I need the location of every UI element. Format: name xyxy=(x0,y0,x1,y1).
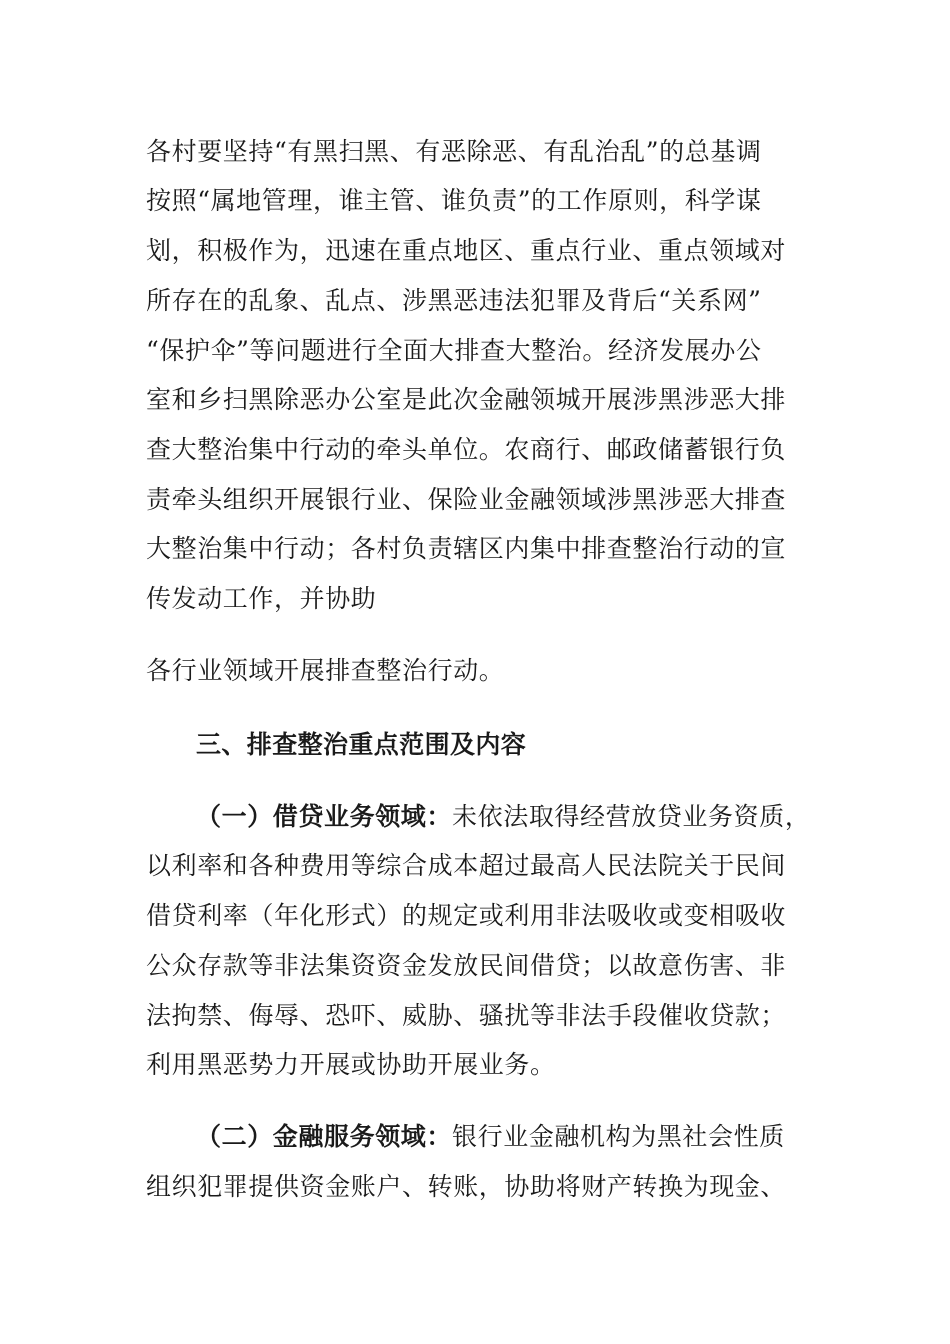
paragraph-1-line-4: 所存在的乱象、乱点、涉黑恶违法犯罪及背后“关系网” xyxy=(146,286,762,315)
item-2-first-line xyxy=(196,1122,785,1152)
item-1-label: （一）借贷业务领域： xyxy=(196,802,453,831)
paragraph-1-line-2: 按照“属地管理，谁主管、谁负责”的工作原则，科学谋 xyxy=(146,186,762,215)
paragraph-1-line-9: 大整治集中行动；各村负责辖区内集中排查整治行动的宣 xyxy=(146,534,787,563)
paragraph-1-line-3: 划，积极作为，迅速在重点地区、重点行业、重点领域对 xyxy=(146,236,787,265)
paragraph-1-line-5: “保护伞”等问题进行全面大排查大整治。经济发展办公 xyxy=(146,336,762,365)
item-1-line-6: 利用黑恶势力开展或协助开展业务。 xyxy=(146,1050,556,1079)
item-1-line-2: 以利率和各种费用等综合成本超过最高人民法院关于民间 xyxy=(146,851,787,880)
item-2-line-2: 组织犯罪提供资金账户、转账，协助将财产转换为现金、 xyxy=(146,1172,787,1201)
item-1-first-line-text: 未依法取得经营放贷业务资质， xyxy=(452,802,811,831)
item-1-first-line xyxy=(196,802,810,832)
paragraph-1-line-8: 责牵头组织开展银行业、保险业金融领域涉黑涉恶大排查 xyxy=(146,485,787,514)
paragraph-1-line-6: 室和乡扫黑除恶办公室是此次金融领城开展涉黑涉恶大排 xyxy=(146,385,787,414)
paragraph-1-line-1: 各村要坚持“有黑扫黑、有恶除恶、有乱治乱”的总基调 xyxy=(146,137,762,166)
item-1-line-5: 法拘禁、侮辱、恐吓、威胁、骚扰等非法手段催收贷款； xyxy=(146,1001,787,1030)
item-1-line-3: 借贷利率（年化形式）的规定或利用非法吸收或变相吸收 xyxy=(146,901,787,930)
paragraph-1-line-7: 查大整治集中行动的牵头单位。农商行、邮政储蓄银行负 xyxy=(146,435,787,464)
section-heading: 三、排查整治重点范围及内容 xyxy=(196,730,527,759)
paragraph-2-line-1: 各行业领域开展排查整治行动。 xyxy=(146,656,505,685)
item-1-line-4: 公众存款等非法集资资金发放民间借贷；以故意伤害、非 xyxy=(146,951,787,980)
paragraph-1-line-10: 传发动工作，并协助 xyxy=(146,584,377,613)
item-2-first-line-text: 银行业金融机构为黑社会性质 xyxy=(452,1122,785,1151)
item-2-label: （二）金融服务领域： xyxy=(196,1122,453,1151)
